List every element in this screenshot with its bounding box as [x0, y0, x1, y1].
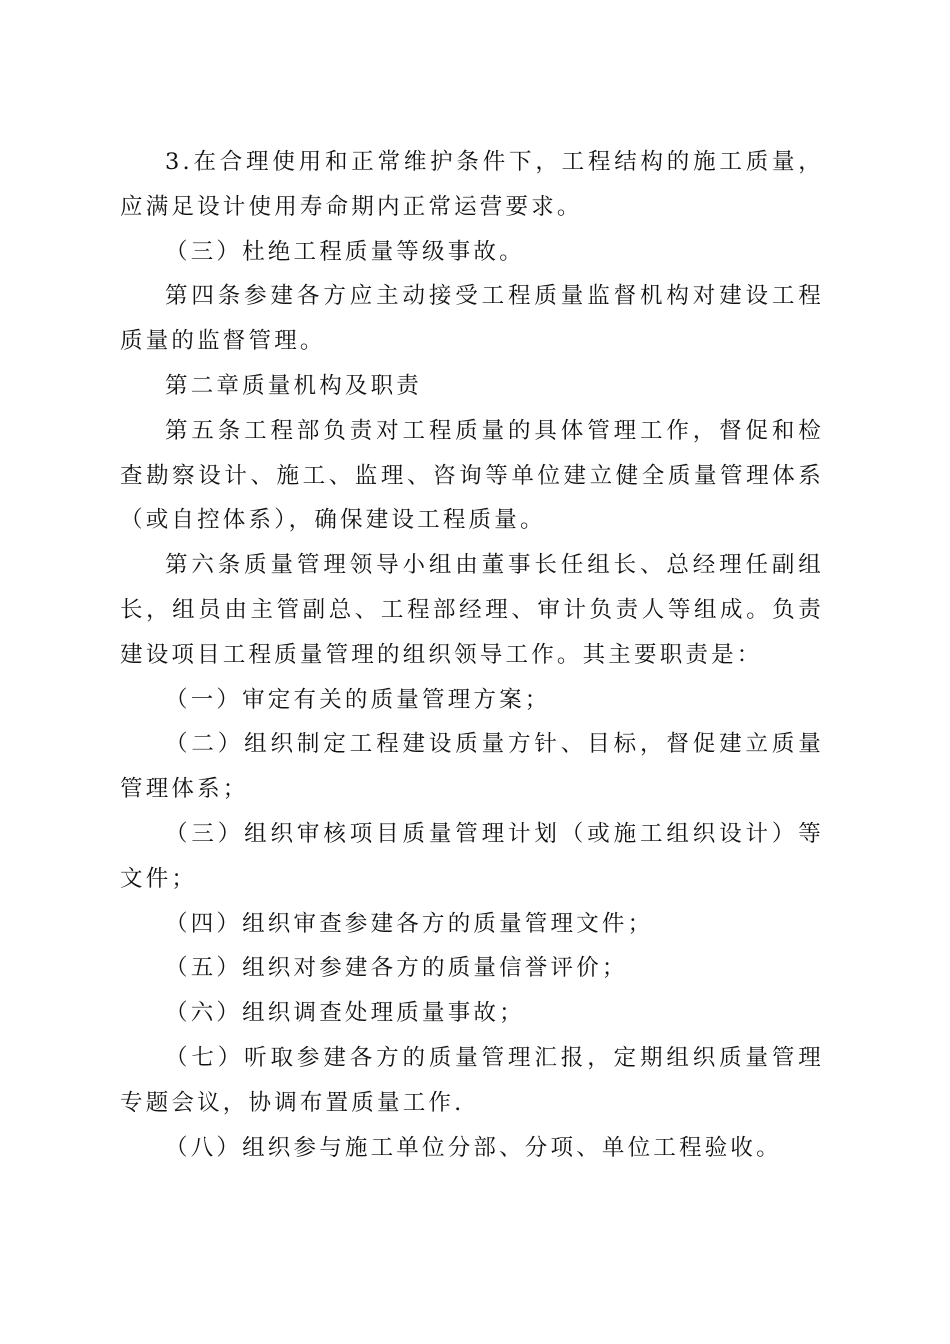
document-page — [120, 140, 824, 1170]
duty-item-7: （七）听取参建各方的质量管理汇报，定期组织质量管理专题会议，协调布置质量工作. — [120, 1044, 824, 1116]
paragraph-article-4: 第四条参建各方应主动接受工程质量监督机构对建设工程质量的监督管理。 — [120, 283, 824, 355]
duty-item-5: （五）组织对参建各方的质量信誉评价； — [165, 955, 628, 982]
duty-item-8: （八）组织参与施工单位分部、分项、单位工程验收。 — [165, 1134, 782, 1161]
duty-item-2: （二）组织制定工程建设质量方针、目标，督促建立质量管理体系； — [120, 731, 824, 803]
chapter-2-heading: 第二章质量机构及职责 — [165, 372, 423, 399]
paragraph-article-6: 第六条质量管理领导小组由董事长任组长、总经理任副组长，组员由主管副总、工程部经理、审计负责人等组成。负责建设项目工程质量管理的组织领导工作。其主要职责是： — [120, 552, 824, 668]
duty-item-4: （四）组织审查参建各方的质量管理文件； — [165, 910, 654, 937]
duty-item-6: （六）组织调查处理质量事故； — [165, 1000, 525, 1027]
duty-item-1: （一）审定有关的质量管理方案； — [165, 686, 551, 713]
duty-item-3: （三）组织审核项目质量管理计划（或施工组织设计）等文件； — [120, 820, 824, 892]
paragraph-design-life-requirement: 3.在合理使用和正常维护条件下，工程结构的施工质量，应满足设计使用寿命期内正常运营要求。 — [120, 149, 824, 220]
paragraph-no-quality-accidents: （三）杜绝工程质量等级事故。 — [165, 238, 525, 265]
paragraph-article-5: 第五条工程部负责对工程质量的具体管理工作，督促和检查勘察设计、施工、监理、咨询等单位建立健全质量管理体系（或自控体系），确保建设工程质量。 — [120, 417, 824, 534]
